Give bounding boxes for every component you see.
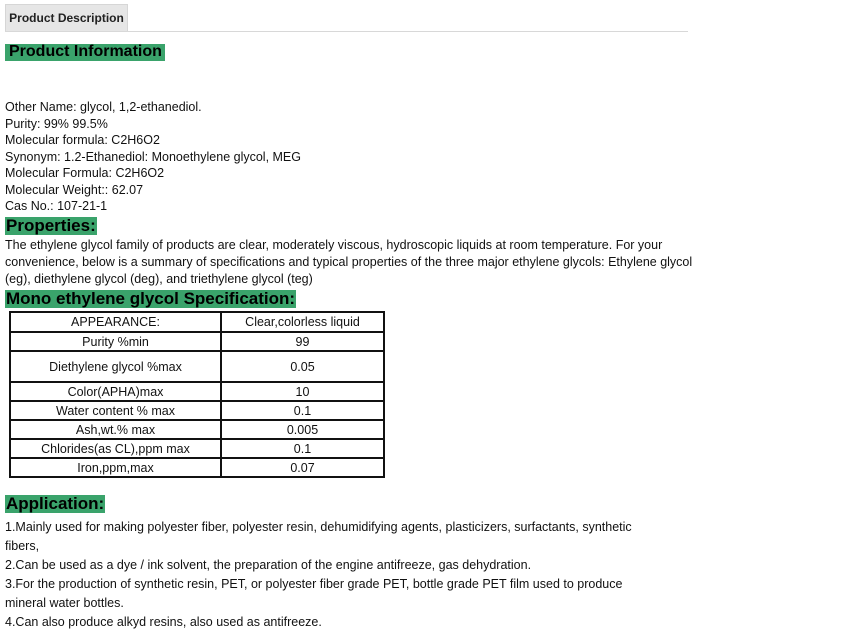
info-line: Other Name: glycol, 1,2-ethanediol. bbox=[5, 100, 202, 114]
table-row bbox=[10, 382, 384, 401]
specification-heading: Mono ethylene glycol Specification: bbox=[6, 289, 296, 308]
spec-value-cell: Clear,colorless liquid bbox=[221, 312, 384, 332]
spec-property-cell: APPEARANCE: bbox=[10, 312, 221, 332]
info-line: Cas No.: 107-21-1 bbox=[5, 199, 108, 213]
spec-property-cell: Water content % max bbox=[10, 401, 221, 420]
table-row bbox=[10, 401, 384, 420]
spec-value-cell: 0.1 bbox=[221, 439, 384, 458]
tab-product-description[interactable]: Product Description bbox=[5, 4, 128, 31]
spec-value-cell: 0.07 bbox=[221, 458, 384, 477]
spec-property-cell: Iron,ppm,max bbox=[10, 458, 221, 477]
spec-property-cell: Ash,wt.% max bbox=[10, 420, 221, 439]
spec-value-cell: 0.1 bbox=[221, 401, 384, 420]
info-line: Synonym: 1.2-Ethanediol: Monoethylene glycol, MEG bbox=[5, 149, 301, 164]
spec-value-cell: 10 bbox=[221, 382, 384, 401]
specification-table bbox=[9, 311, 385, 478]
properties-heading: Properties: bbox=[6, 216, 96, 235]
application-item: 4.Can also produce alkyd resins, also used as antifreeze. bbox=[5, 615, 322, 629]
spec-property-cell: Color(APHA)max bbox=[10, 382, 221, 401]
info-line: Purity: 99% 99.5% bbox=[5, 116, 108, 131]
info-line: Molecular Weight:: 62.07 bbox=[5, 182, 144, 197]
table-row bbox=[10, 439, 384, 458]
table-row bbox=[10, 312, 384, 332]
table-row bbox=[10, 458, 384, 477]
spec-property-cell: Chlorides(as CL),ppm max bbox=[10, 439, 221, 458]
spec-value-cell: 99 bbox=[221, 332, 384, 351]
spec-property-cell: Purity %min bbox=[10, 332, 221, 351]
spec-value-cell: 0.05 bbox=[221, 351, 384, 382]
info-line: Molecular Formula: C2H6O2 bbox=[5, 166, 165, 180]
table-row bbox=[10, 420, 384, 439]
info-line: Molecular formula: C2H6O2 bbox=[5, 133, 160, 147]
properties-text: The ethylene glycol family of products are clear, moderately viscous, hydroscopic liquids at room temperature. For your convenience, below is a summary of specifications and typical properties of the three major ethylene glycols: Ethylene glycol (eg), diethylene glycol (deg), and triethylene glycol (teg) bbox=[5, 238, 693, 286]
application-item: 1.Mainly used for making polyester fiber, polyester resin, dehumidifying agents, plasticizers, surfactants, synthetic fibers, bbox=[5, 520, 632, 553]
application-item: 2.Can be used as a dye / ink solvent, the preparation of the engine antifreeze, gas dehydration. bbox=[5, 558, 532, 572]
product-information-heading: Product Information bbox=[5, 44, 165, 61]
tab-bar bbox=[5, 4, 688, 32]
spec-property-cell: Diethylene glycol %max bbox=[10, 351, 221, 382]
table-row bbox=[10, 351, 384, 382]
table-row bbox=[10, 332, 384, 351]
application-heading: Application: bbox=[6, 494, 105, 513]
spec-value-cell: 0.005 bbox=[221, 420, 384, 439]
application-item: 3.For the production of synthetic resin, PET, or polyester fiber grade PET, bottle grade PET film used to produce mineral water bottles. bbox=[5, 577, 623, 610]
